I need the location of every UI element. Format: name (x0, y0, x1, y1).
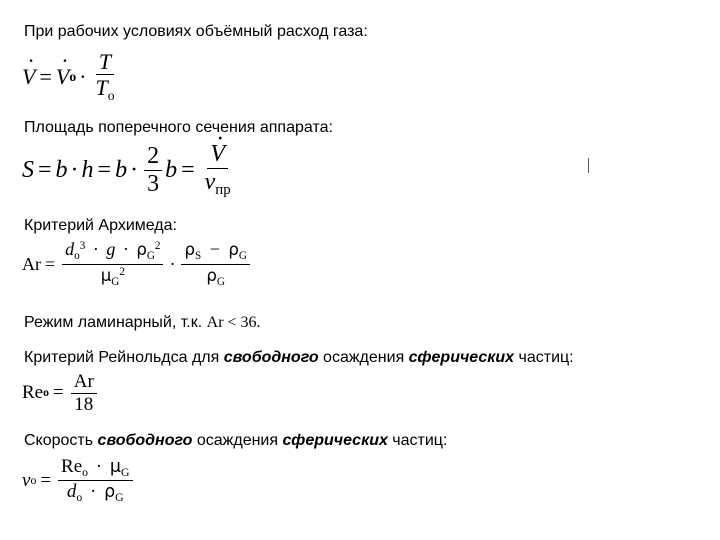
text-segment: частиц: (387, 432, 448, 449)
formula-subscript: G (115, 491, 124, 505)
formula-operator: · (92, 239, 99, 259)
formula-volume-flow (22, 50, 121, 103)
formula-symbol: b (55, 157, 68, 183)
formula-fraction (62, 240, 163, 288)
formula-numerator: Ar (71, 372, 97, 394)
formula-operator: · (95, 456, 103, 477)
formula-subscript: G (216, 275, 225, 288)
formula-operator: = (97, 157, 112, 183)
formula-symbol: ρ (206, 265, 217, 285)
formula-subscript: o (82, 466, 89, 480)
formula-operator: · (79, 63, 87, 89)
formula-symbol: g (106, 239, 116, 259)
formula-subscript: G (238, 249, 247, 262)
text-emphasis: сферических (408, 349, 515, 366)
text-emphasis: сферических (282, 432, 388, 449)
formula-subscript: G (146, 249, 155, 262)
formula-reynolds (22, 372, 100, 415)
formula-subscript: S (194, 249, 202, 262)
formula-subscript: пр (215, 182, 231, 199)
formula-symbol: μ (100, 265, 112, 285)
formula-numerator: 2 (144, 144, 162, 171)
text-segment: Скорость (24, 432, 98, 449)
formula-denominator: 3 (147, 171, 160, 197)
formula-subscript: o (43, 386, 49, 400)
formula-fraction (181, 240, 249, 288)
text-line-reynolds (24, 348, 574, 368)
formula-subscript: G (121, 466, 130, 480)
formula-operator: · (90, 481, 97, 503)
formula-subscript: o (30, 473, 37, 487)
formula-fraction (71, 372, 97, 415)
formula-fraction (58, 457, 132, 505)
formula-subscript: o (74, 249, 80, 262)
text-line-laminar-regime (24, 313, 261, 333)
formula-symbol: b (115, 157, 128, 183)
formula-symbol: · V (22, 64, 35, 90)
text-line-cross-section: Площадь поперечного сечения аппарата: (24, 119, 333, 136)
formula-numerator: T (96, 50, 114, 75)
formula-cross-section-area (22, 142, 237, 199)
formula-operator: · (169, 253, 176, 274)
formula-symbol: Ar (22, 253, 41, 274)
formula-operator: − (209, 239, 220, 259)
formula-subscript: o (69, 68, 77, 84)
text-line-laminar-prefix: Режим ламинарный, т.к. (24, 314, 207, 331)
formula-symbol: Re (61, 456, 83, 477)
text-segment: Критерий Рейнольдса для (24, 349, 224, 366)
formula-fraction (144, 144, 162, 197)
formula-symbol: h (81, 157, 94, 183)
formula-operator: · (130, 157, 139, 183)
text-emphasis: свободного (223, 349, 319, 366)
formula-numerator: · V (210, 142, 225, 167)
formula-symbol: ρ (136, 240, 147, 259)
inline-formula-ar: Ar < 36. (206, 314, 261, 331)
formula-symbol: μ (109, 457, 121, 477)
formula-symbol: d (65, 239, 75, 259)
formula-operator: = (53, 382, 64, 404)
formula-fraction (202, 142, 234, 199)
divider-mark (588, 158, 589, 173)
formula-subscript: o (76, 491, 83, 505)
formula-denominator: 18 (74, 393, 94, 415)
formula-operator: · (70, 157, 79, 183)
formula-operator: = (181, 157, 195, 183)
formula-superscript: 2 (119, 265, 125, 278)
formula-operator: = (39, 63, 52, 89)
text-segment: частиц: (514, 349, 574, 366)
formula-symbol: b (165, 157, 178, 183)
formula-symbol: ρ (104, 482, 116, 503)
formula-denominator: T (95, 75, 108, 101)
formula-subscript: o (107, 87, 115, 103)
formula-symbol: S (22, 157, 34, 183)
text-segment: осаждения (318, 349, 409, 366)
formula-operator: · (122, 239, 129, 259)
formula-denominator: v (204, 169, 216, 196)
formula-archimedes (22, 240, 253, 288)
formula-symbol: ρ (228, 240, 239, 259)
text-line-archimedes: Критерий Архимеда: (24, 217, 177, 234)
formula-superscript: 3 (79, 239, 86, 252)
formula-symbol: v (22, 469, 31, 491)
formula-fraction (92, 50, 117, 103)
text-line-volume-flow: При рабочих условиях объёмный расход газа: (24, 23, 368, 40)
formula-subscript: G (111, 275, 120, 288)
text-segment: осаждения (192, 432, 283, 449)
formula-symbol: ρ (184, 240, 195, 259)
formula-symbol: Re (22, 382, 44, 404)
formula-operator: = (45, 253, 56, 274)
text-line-velocity (24, 431, 447, 451)
formula-operator: = (38, 157, 52, 183)
formula-settling-velocity (22, 457, 136, 505)
formula-superscript: 2 (154, 239, 161, 252)
formula-symbol: · V (56, 64, 69, 90)
formula-operator: = (40, 469, 52, 491)
text-emphasis: свободного (97, 432, 193, 449)
formula-symbol: d (66, 481, 77, 503)
